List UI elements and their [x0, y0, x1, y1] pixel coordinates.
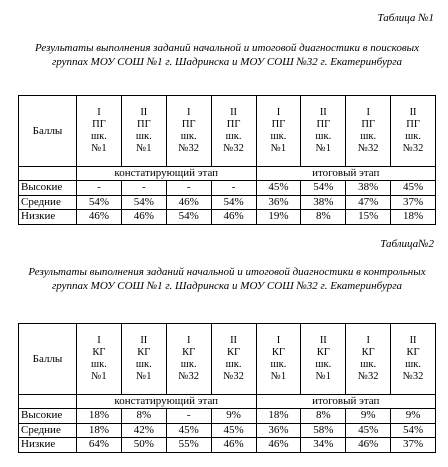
- table-cell: 46%: [77, 210, 122, 225]
- table-cell: 46%: [346, 438, 391, 453]
- group-header-line: шк.: [315, 131, 332, 142]
- row-label: Средние: [19, 195, 77, 210]
- group-header-line: №32: [357, 143, 379, 154]
- table-cell: 9%: [346, 409, 391, 424]
- table-cell: -: [166, 409, 211, 424]
- stage-blank-cell: [19, 167, 77, 181]
- table-cell: 18%: [77, 409, 122, 424]
- group-header-line: II: [319, 107, 327, 118]
- group-header-line: шк.: [360, 359, 377, 370]
- table2: [18, 323, 436, 453]
- group-header: [166, 96, 211, 167]
- table-cell: 54%: [121, 195, 166, 210]
- group-header-line: №32: [402, 371, 424, 382]
- row-header: Баллы: [19, 96, 77, 167]
- group-header-line: шк.: [315, 359, 332, 370]
- table-cell: 64%: [77, 438, 122, 453]
- table-cell: 58%: [301, 423, 346, 438]
- group-header-line: I: [97, 335, 101, 346]
- group-header-line: №32: [357, 371, 379, 382]
- group-header: [211, 96, 256, 167]
- group-header: [346, 96, 391, 167]
- table-cell: 37%: [391, 438, 436, 453]
- table1: [18, 95, 436, 225]
- stage-label: итоговый этап: [256, 167, 436, 181]
- table2-number: Таблица№2: [380, 238, 434, 250]
- table-cell: 42%: [121, 423, 166, 438]
- group-header-line: I: [186, 335, 191, 346]
- table-cell: -: [121, 181, 166, 196]
- group-header: [391, 324, 436, 395]
- group-header: [391, 96, 436, 167]
- group-header-line: шк.: [135, 359, 152, 370]
- table-cell: 46%: [256, 438, 301, 453]
- table-cell: 8%: [301, 210, 346, 225]
- table-cell: 18%: [256, 409, 301, 424]
- stage-label: итоговый этап: [256, 395, 436, 409]
- group-header: [77, 324, 122, 395]
- group-header-line: II: [409, 335, 417, 346]
- group-header: [256, 324, 301, 395]
- group-header: [77, 96, 122, 167]
- group-header-line: шк.: [180, 131, 197, 142]
- table-row: [19, 181, 436, 196]
- group-header-line: II: [230, 335, 238, 346]
- group-header-line: шк.: [225, 359, 242, 370]
- group-header-line: №1: [136, 143, 152, 154]
- group-header-line: I: [366, 335, 370, 346]
- group-header-line: I: [276, 107, 281, 118]
- table-cell: 50%: [121, 438, 166, 453]
- group-header-line: КГ: [137, 347, 151, 358]
- group-header-line: II: [140, 107, 148, 118]
- group-header-line: шк.: [270, 359, 287, 370]
- group-header-line: шк.: [360, 131, 377, 142]
- table1-caption: Результаты выполнения заданий начальной и итоговой диагностики в поисковых группах МОУ СОШ №1 г. Шадринска и МОУ СОШ №32 г. Екатеринбурга: [35, 42, 419, 68]
- row-label: Низкие: [19, 438, 77, 453]
- group-header-line: II: [140, 335, 148, 346]
- table-row: [19, 409, 436, 424]
- table-row: [19, 210, 436, 225]
- group-header-line: №32: [178, 371, 199, 382]
- table-cell: 47%: [346, 195, 391, 210]
- group-header: [256, 96, 301, 167]
- group-header-line: №1: [315, 143, 331, 154]
- table-cell: 45%: [166, 423, 211, 438]
- group-header-line: II: [409, 107, 417, 118]
- table-cell: 15%: [346, 210, 391, 225]
- group-header-line: II: [230, 107, 238, 118]
- table-row: [19, 438, 436, 453]
- group-header: [301, 324, 346, 395]
- table-cell: 45%: [346, 423, 391, 438]
- table-cell: 45%: [256, 181, 301, 196]
- group-header-line: №1: [270, 143, 287, 154]
- group-header-line: КГ: [361, 347, 375, 358]
- table-cell: 9%: [211, 409, 256, 424]
- table-cell: 38%: [301, 195, 346, 210]
- table-cell: -: [77, 181, 122, 196]
- row-label: Высокие: [19, 409, 77, 424]
- table-cell: 34%: [301, 438, 346, 453]
- group-header-line: ПГ: [181, 119, 196, 130]
- group-header-line: шк.: [135, 131, 152, 142]
- group-header-line: КГ: [406, 347, 420, 358]
- group-header-line: №1: [136, 371, 152, 382]
- group-header-line: шк.: [180, 359, 197, 370]
- group-header-line: КГ: [271, 347, 285, 358]
- group-header-line: ПГ: [316, 119, 331, 130]
- table-cell: 54%: [166, 210, 211, 225]
- table-cell: 45%: [391, 181, 436, 196]
- row-header: Баллы: [19, 324, 77, 395]
- group-header-line: ПГ: [361, 119, 376, 130]
- group-header-line: №32: [223, 371, 244, 382]
- group-header-line: шк.: [405, 131, 421, 142]
- table-cell: 8%: [301, 409, 346, 424]
- group-header-line: I: [276, 335, 281, 346]
- group-header-line: №1: [270, 371, 287, 382]
- group-header: [121, 324, 166, 395]
- group-header: [211, 324, 256, 395]
- group-header-line: КГ: [182, 347, 196, 358]
- table-cell: 38%: [346, 181, 391, 196]
- group-header-line: №32: [178, 143, 199, 154]
- group-header-line: ПГ: [271, 119, 286, 130]
- stage-label: констатирующий этап: [77, 395, 257, 409]
- group-header-line: ПГ: [406, 119, 420, 130]
- group-header-line: ПГ: [226, 119, 241, 130]
- table1-number: Таблица №1: [377, 12, 434, 24]
- group-header-line: шк.: [270, 131, 287, 142]
- table-cell: 55%: [166, 438, 211, 453]
- table-cell: 54%: [391, 423, 436, 438]
- group-header-line: КГ: [92, 347, 106, 358]
- table-cell: 8%: [121, 409, 166, 424]
- stage-label: констатирующий этап: [77, 167, 257, 181]
- table-cell: 18%: [391, 210, 436, 225]
- group-header-line: №32: [402, 143, 424, 154]
- stage-blank-cell: [19, 395, 77, 409]
- group-header-line: I: [366, 107, 370, 118]
- group-header: [301, 96, 346, 167]
- group-header: [166, 324, 211, 395]
- table-cell: 46%: [211, 438, 256, 453]
- table-cell: -: [166, 181, 211, 196]
- group-header-line: ПГ: [92, 119, 106, 130]
- group-header-line: №32: [223, 143, 244, 154]
- group-header-line: КГ: [316, 347, 330, 358]
- table-cell: 36%: [256, 195, 301, 210]
- table2-caption: Результаты выполнения заданий начальной и итоговой диагностики в контрольных группах МОУ СОШ №1 г. Шадринска и МОУ СОШ №32 г. Екатеринбурга: [28, 266, 426, 292]
- table-cell: 54%: [211, 195, 256, 210]
- group-header-line: ПГ: [136, 119, 151, 130]
- table-cell: 9%: [391, 409, 436, 424]
- table-cell: 46%: [211, 210, 256, 225]
- group-header-line: КГ: [227, 347, 241, 358]
- row-label: Высокие: [19, 181, 77, 196]
- table-cell: -: [211, 181, 256, 196]
- table-row: [19, 195, 436, 210]
- row-label: Средние: [19, 423, 77, 438]
- table-cell: 19%: [256, 210, 301, 225]
- table-cell: 46%: [121, 210, 166, 225]
- row-label: Низкие: [19, 210, 77, 225]
- group-header-line: №1: [91, 143, 107, 154]
- group-header-line: I: [97, 107, 101, 118]
- group-header: [121, 96, 166, 167]
- group-header-line: №1: [315, 371, 331, 382]
- table-cell: 54%: [301, 181, 346, 196]
- table-cell: 46%: [166, 195, 211, 210]
- group-header-line: №1: [91, 371, 107, 382]
- group-header-line: шк.: [91, 131, 107, 142]
- group-header: [346, 324, 391, 395]
- table-cell: 36%: [256, 423, 301, 438]
- table-cell: 54%: [77, 195, 122, 210]
- group-header-line: шк.: [225, 131, 242, 142]
- table-cell: 37%: [391, 195, 436, 210]
- group-header-line: II: [319, 335, 327, 346]
- table-row: [19, 423, 436, 438]
- table-cell: 45%: [211, 423, 256, 438]
- table-cell: 18%: [77, 423, 122, 438]
- group-header-line: I: [186, 107, 191, 118]
- group-header-line: шк.: [91, 359, 107, 370]
- group-header-line: шк.: [405, 359, 421, 370]
